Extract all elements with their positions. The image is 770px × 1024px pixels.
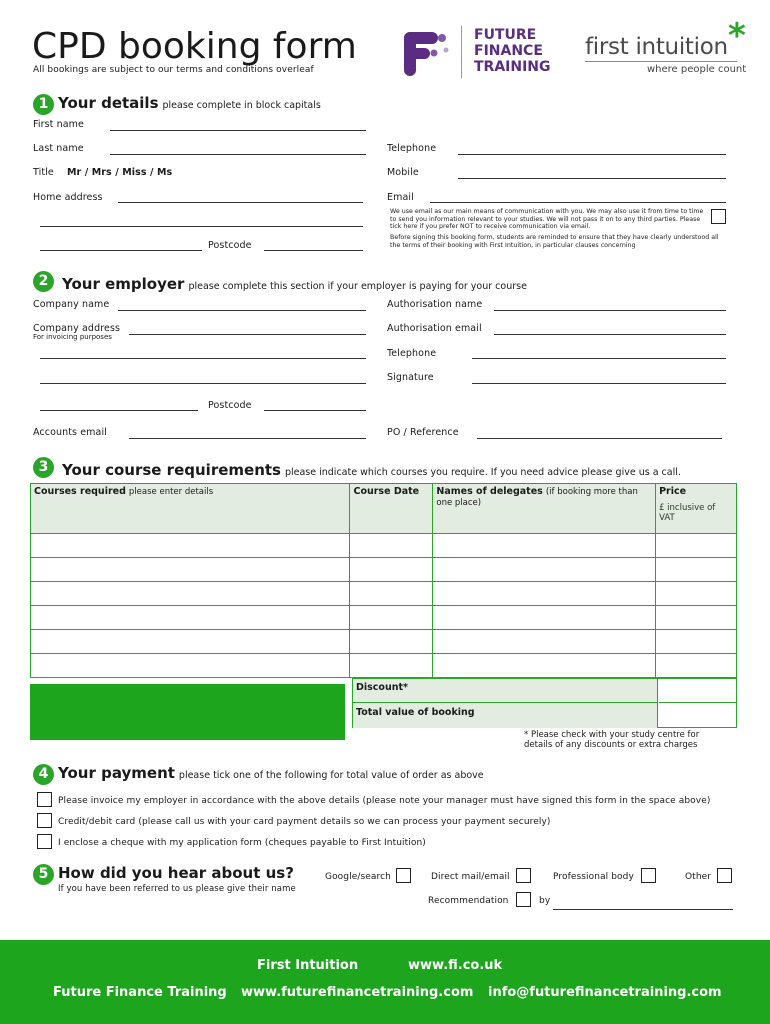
- home-address-field-3[interactable]: [40, 250, 202, 251]
- accounts-email-field[interactable]: [129, 438, 366, 439]
- price-header: Price £ inclusive of VAT: [656, 484, 737, 534]
- po-reference-field[interactable]: [477, 438, 722, 439]
- title-label: Title: [33, 167, 54, 178]
- mobile-field[interactable]: [458, 178, 726, 179]
- section-1-note: please complete in block capitals: [162, 100, 321, 111]
- table-row[interactable]: [31, 558, 737, 582]
- company-name-label: Company name: [33, 299, 110, 310]
- postcode-field[interactable]: [264, 250, 363, 251]
- telephone-label: Telephone: [387, 143, 437, 154]
- authorisation-email-field[interactable]: [494, 334, 726, 335]
- direct-mail-label: Direct mail/email: [431, 872, 510, 882]
- authorisation-name-field[interactable]: [494, 310, 726, 311]
- fft-logo: [398, 24, 568, 80]
- home-address-field-2[interactable]: [40, 226, 363, 227]
- terms-note: Before signing this booking form, students are reminded to ensure that they have clearly understood all the terms of their booking with First Intuition, in particular clauses concerning: [390, 234, 719, 249]
- authorisation-email-label: Authorisation email: [387, 323, 482, 334]
- delegates-header: Names of delegates (if booking more than one place): [433, 484, 656, 534]
- email-label: Email: [387, 192, 414, 203]
- section-2-title: Your employer: [62, 275, 185, 293]
- email-consent-note: We use email as our main means of communication with you. We may also use it from time to time to send you information relevant to your studies. We will not pass it on to any third parties. Please tick here if you prefer NOT to receive communication via email.: [390, 208, 704, 231]
- home-address-field-1[interactable]: [118, 202, 363, 203]
- fi-logo: [585, 16, 760, 80]
- footer-fi-url[interactable]: www.fi.co.uk: [408, 958, 503, 973]
- google-checkbox[interactable]: [396, 868, 411, 883]
- company-address-field-2[interactable]: [40, 358, 366, 359]
- table-row[interactable]: [31, 630, 737, 654]
- company-address-field-4[interactable]: [40, 410, 198, 411]
- last-name-field[interactable]: [110, 154, 366, 155]
- telephone-field[interactable]: [458, 154, 726, 155]
- section-3-number: 3: [33, 457, 54, 478]
- section-2-heading: [62, 275, 527, 293]
- date-header: Course Date: [350, 484, 433, 534]
- professional-body-checkbox[interactable]: [641, 868, 656, 883]
- footer-fft-name: Future Finance Training: [53, 985, 227, 1000]
- fi-asterisk-icon: *: [728, 16, 746, 56]
- footer: [0, 940, 770, 1024]
- payment-card-checkbox[interactable]: [37, 813, 52, 828]
- fi-logo-text: first intuition: [585, 34, 728, 60]
- section-5-title: How did you hear about us?: [58, 864, 294, 882]
- green-panel: [30, 684, 345, 740]
- company-name-field[interactable]: [118, 310, 366, 311]
- invoicing-note: For invoicing purposes: [33, 333, 112, 341]
- po-reference-label: PO / Reference: [387, 427, 459, 438]
- signature-label: Signature: [387, 372, 434, 383]
- total-label: Total value of booking: [353, 703, 658, 728]
- section-1-heading: [58, 94, 321, 112]
- total-value-field[interactable]: [659, 703, 737, 728]
- section-4-number: 4: [33, 764, 54, 785]
- referrer-name-field[interactable]: [553, 909, 733, 910]
- table-row[interactable]: [31, 534, 737, 558]
- courses-header: Courses required please enter details: [31, 484, 350, 534]
- fft-logo-word-2: FINANCE: [474, 43, 543, 59]
- company-address-field-3[interactable]: [40, 383, 366, 384]
- discount-footnote: * Please check with your study centre for details of any discounts or extra charges: [524, 730, 700, 750]
- section-5-note: If you have been referred to us please give their name: [58, 884, 296, 894]
- payment-option-card: Credit/debit card (please call us with your card payment details so we can process your payment securely): [58, 817, 551, 827]
- page-title: CPD booking form: [32, 26, 357, 67]
- company-address-field-1[interactable]: [129, 334, 366, 335]
- google-label: Google/search: [325, 872, 391, 882]
- email-field[interactable]: [430, 202, 726, 203]
- signature-field[interactable]: [472, 383, 726, 384]
- payment-option-cheque: I enclose a cheque with my application form (cheques payable to First Intuition): [58, 838, 426, 848]
- course-requirements-table: [30, 483, 737, 678]
- section-2-number: 2: [33, 271, 54, 292]
- accounts-email-label: Accounts email: [33, 427, 107, 438]
- section-4-heading: [58, 764, 484, 782]
- section-3-title: Your course requirements: [62, 461, 281, 479]
- section-2-note: please complete this section if your employer is paying for your course: [188, 281, 527, 292]
- section-4-note: please tick one of the following for total value of order as above: [178, 770, 484, 781]
- section-3-note: please indicate which courses you require. If you need advice please give us a call.: [284, 467, 681, 478]
- footer-fft-email[interactable]: info@futurefinancetraining.com: [488, 985, 722, 1000]
- by-label: by: [539, 896, 551, 906]
- footer-fi-name: First Intuition: [257, 958, 359, 973]
- email-optout-checkbox[interactable]: [711, 209, 726, 224]
- postcode-label: Postcode: [208, 240, 252, 251]
- table-header-row: [31, 484, 737, 534]
- first-name-field[interactable]: [110, 130, 366, 131]
- home-address-label: Home address: [33, 192, 103, 203]
- first-name-label: First name: [33, 119, 84, 130]
- section-5-number: 5: [33, 864, 54, 885]
- table-row[interactable]: [31, 582, 737, 606]
- fi-logo-tagline: where people count: [647, 64, 747, 75]
- discount-label: Discount*: [353, 679, 658, 703]
- payment-invoice-checkbox[interactable]: [37, 792, 52, 807]
- employer-telephone-field[interactable]: [472, 358, 726, 359]
- page-subtitle: All bookings are subject to our terms and conditions overleaf: [33, 65, 314, 75]
- recommendation-label: Recommendation: [428, 896, 509, 906]
- other-label: Other: [685, 872, 712, 882]
- direct-mail-checkbox[interactable]: [516, 868, 531, 883]
- company-postcode-label: Postcode: [208, 400, 252, 411]
- table-row[interactable]: [31, 606, 737, 630]
- section-4-title: Your payment: [58, 764, 175, 782]
- discount-value-field[interactable]: [659, 679, 737, 703]
- section-3-heading: [62, 461, 681, 479]
- company-postcode-field[interactable]: [264, 410, 366, 411]
- fft-logo-word-3: TRAINING: [474, 59, 551, 75]
- payment-option-invoice: Please invoice my employer in accordance with the above details (please note your manager must have signed this form in the space above): [58, 796, 711, 806]
- recommendation-checkbox[interactable]: [516, 892, 531, 907]
- fft-logo-word-1: FUTURE: [474, 27, 537, 43]
- title-options[interactable]: Mr / Mrs / Miss / Ms: [67, 167, 173, 178]
- fft-logo-mark-icon: [398, 24, 458, 80]
- table-row[interactable]: [31, 654, 737, 678]
- last-name-label: Last name: [33, 143, 84, 154]
- employer-telephone-label: Telephone: [387, 348, 437, 359]
- footer-fft-url[interactable]: www.futurefinancetraining.com: [241, 985, 474, 1000]
- discount-row: [352, 678, 737, 728]
- professional-body-label: Professional body: [553, 872, 634, 882]
- authorisation-name-label: Authorisation name: [387, 299, 483, 310]
- other-checkbox[interactable]: [717, 868, 732, 883]
- mobile-label: Mobile: [387, 167, 419, 178]
- payment-cheque-checkbox[interactable]: [37, 834, 52, 849]
- section-1-number: 1: [33, 94, 54, 115]
- section-1-title: Your details: [58, 94, 159, 112]
- company-address-label: Company address: [33, 323, 121, 334]
